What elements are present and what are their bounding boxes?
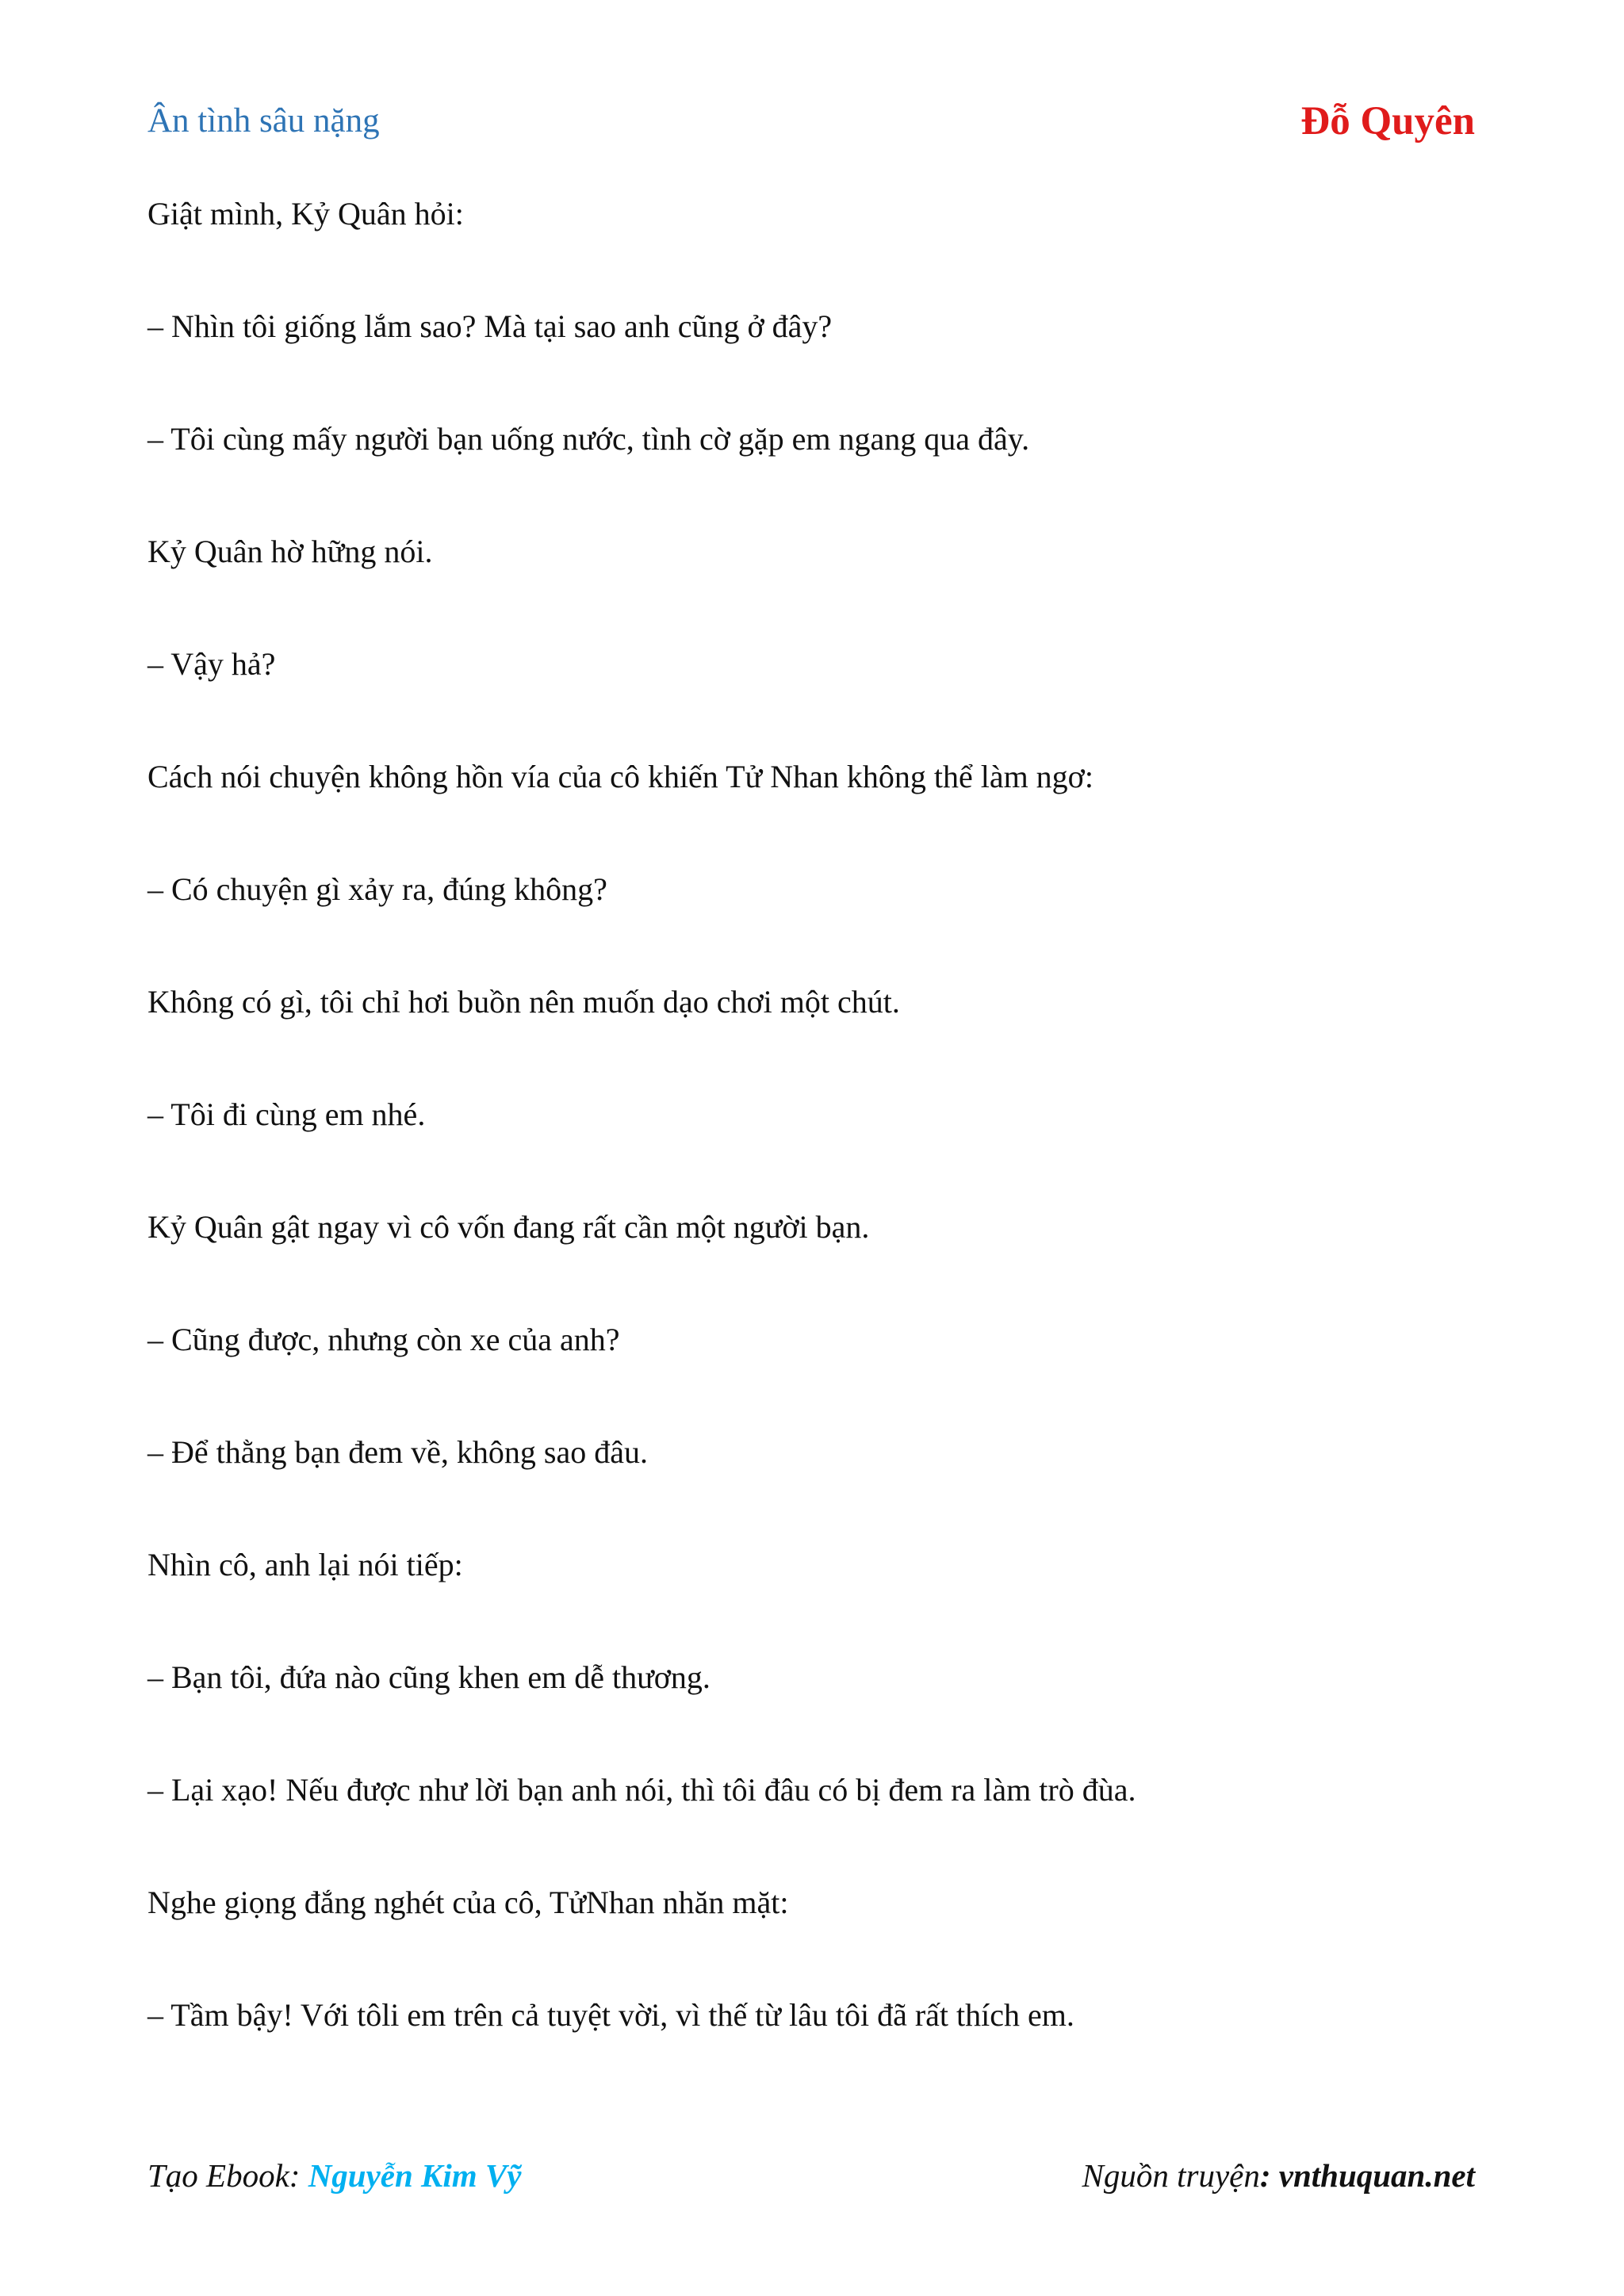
paragraph: – Tôi cùng mấy người bạn uống nước, tình cờ gặp em ngang qua đây. <box>147 421 1030 457</box>
paragraph: – Cũng được, nhưng còn xe của anh? <box>147 1322 620 1357</box>
page-header <box>147 101 1475 157</box>
book-title: Ân tình sâu nặng <box>147 102 380 140</box>
page-body <box>147 194 1480 2108</box>
paragraph: – Để thằng bạn đem về, không sao đâu. <box>147 1434 648 1470</box>
paragraph: – Tôi đi cùng em nhé. <box>147 1096 426 1132</box>
paragraph: Kỷ Quân hờ hững nói. <box>147 534 433 569</box>
source-separator: : <box>1259 2157 1279 2194</box>
book-author: Đỗ Quyên <box>1300 99 1475 144</box>
source-label: Nguồn truyện <box>1082 2157 1260 2194</box>
page-footer <box>147 2156 1475 2204</box>
credit-separator: : <box>289 2157 308 2194</box>
paragraph: Không có gì, tôi chỉ hơi buồn nên muốn dạo chơi một chút. <box>147 984 900 1020</box>
paragraph: Cách nói chuyện không hồn vía của cô khiến Tử Nhan không thể làm ngơ: <box>147 759 1094 794</box>
paragraph: Giật mình, Kỷ Quân hỏi: <box>147 196 464 232</box>
ebook-credit <box>147 2156 522 2195</box>
paragraph: – Có chuyện gì xảy ra, đúng không? <box>147 871 607 907</box>
paragraph: – Nhìn tôi giống lắm sao? Mà tại sao anh cũng ở đây? <box>147 308 833 344</box>
credit-label: Tạo Ebook <box>147 2157 289 2194</box>
paragraph: – Lại xạo! Nếu được như lời bạn anh nói, thì tôi đâu có bị đem ra làm trò đùa. <box>147 1772 1136 1808</box>
paragraph: Nhìn cô, anh lại nói tiếp: <box>147 1547 463 1582</box>
paragraph: – Bạn tôi, đứa nào cũng khen em dễ thương. <box>147 1659 710 1695</box>
story-source <box>1082 2156 1476 2195</box>
source-site: vnthuquan.net <box>1278 2157 1475 2194</box>
paragraph: – Tầm bậy! Với tôli em trên cả tuyệt vời, vì thế từ lâu tôi đã rất thích em. <box>147 1997 1074 2033</box>
paragraph: – Vậy hả? <box>147 646 276 682</box>
paragraph: Nghe giọng đắng nghét của cô, TửNhan nhăn mặt: <box>147 1885 789 1920</box>
credit-name: Nguyễn Kim Vỹ <box>308 2157 522 2194</box>
paragraph: Kỷ Quân gật ngay vì cô vốn đang rất cần một người bạn. <box>147 1209 870 1245</box>
